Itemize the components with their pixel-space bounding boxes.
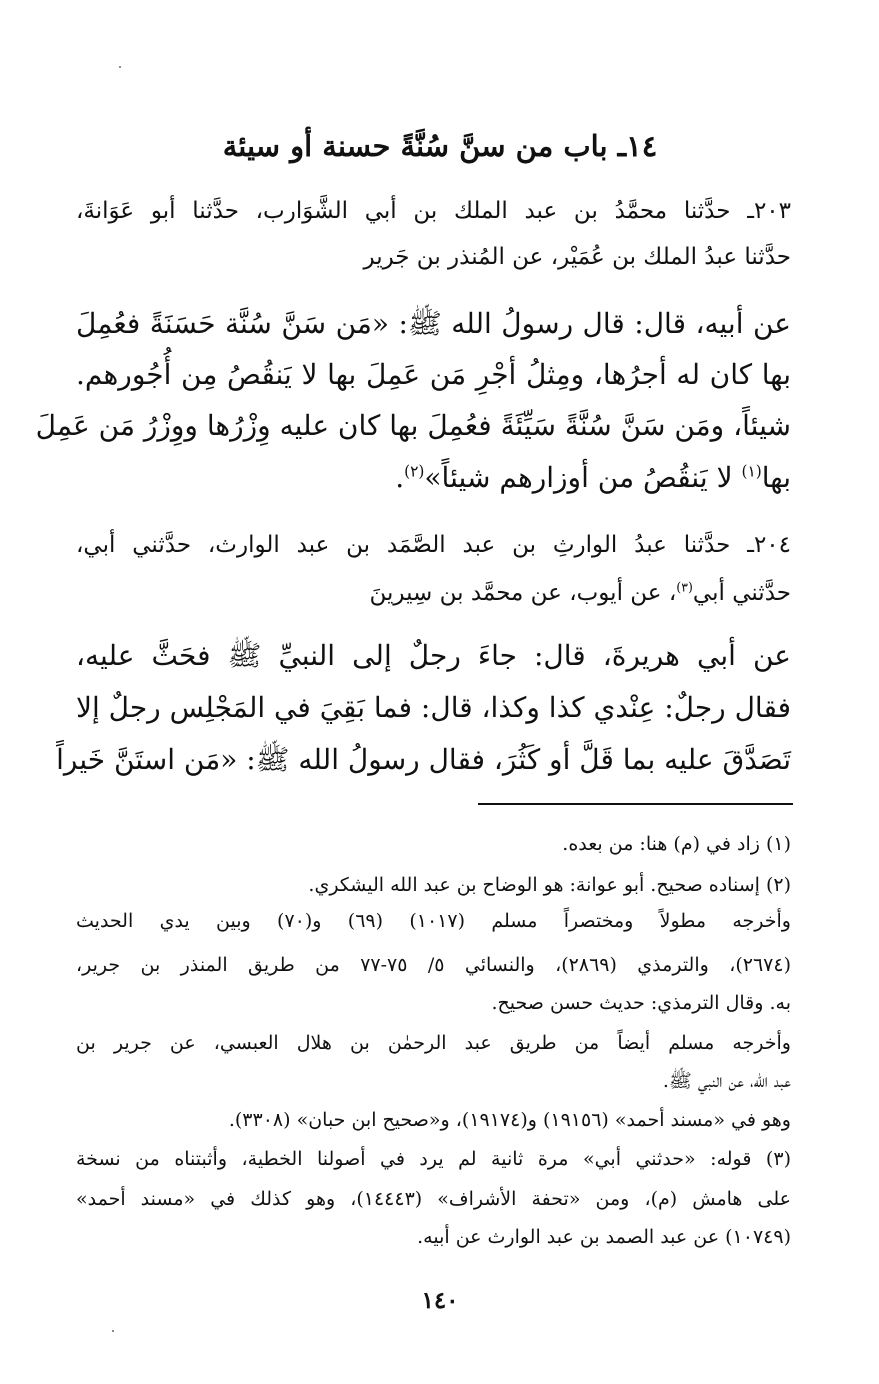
hadith-204-matn-line-2: فقال رجلٌ: عِنْدي كذا وكذا، قال: فما بَقِيَ في المَجْلِس رجلٌ إلا [76, 691, 791, 724]
hadith-203-matn-line-3: شيئاً، ومَن سَنَّ سُنَّةً سَيِّئَةً فعُمِلَ بها كان عليه وِزْرُها ووِزْرُ مَن عَمِلَ [35, 409, 791, 442]
chapter-title: ١٤ـ باب من سنَّ سُنَّةً حسنة أو سيئة [222, 129, 658, 163]
footnote-2-cont-2: (٢٦٧٤)، والترمذي (٢٨٦٩)، والنسائي ٥/ ٧٥-٧٧ من طريق المنذر بن جرير، [76, 954, 791, 976]
footnote-2-cont-3: به. وقال الترمذي: حديث حسن صحيح. [491, 992, 791, 1014]
hadith-204-isnad-line-1: ٢٠٤ـ حدَّثنا عبدُ الوارثِ بن عبد الصَّمَد بن عبد الوارث، حدَّثني أبي، [76, 532, 791, 558]
footnote-ref-3: (٣) [676, 579, 693, 595]
hadith-204-matn-line-1: عن أبي هريرةَ، قال: جاءَ رجلٌ إلى النبيِّ ﷺ فحَثَّ عليه، [76, 639, 791, 672]
page-number: ١٤٠ [421, 1287, 459, 1314]
footnote-3-cont-2: (١٠٧٤٩) عن عبد الصمد بن عبد الوارث عن أبيه. [417, 1226, 791, 1248]
footnote-2-cont-6: وهو في «مسند أحمد» (١٩١٥٦) و(١٩١٧٤)، و«صحيح ابن حبان» (٣٣٠٨). [228, 1109, 791, 1131]
matn-text: بها [761, 461, 791, 494]
footnote-ref-2: (٢) [404, 462, 425, 481]
hadith-203-matn-line-4 [76, 458, 791, 498]
hadith-203-matn-line-2: بها كان له أجرُها، ومِثلُ أجْرِ مَن عَمِلَ بها لا يَنقُصُ مِن أُجُورهم. [76, 358, 791, 391]
footnote-1: (١) زاد في (م) هنا: من بعده. [562, 833, 791, 855]
scan-speck [112, 1330, 114, 1332]
footnote-ref-1: (١) [741, 462, 762, 481]
hadith-204-isnad-line-2 [76, 576, 791, 610]
hadith-203-isnad-line-2: حدَّثنا عبدُ الملك بن عُمَيْر، عن المُنذر بن جَرير [363, 244, 791, 270]
matn-text: . [395, 461, 405, 494]
hadith-203-isnad-line-1: ٢٠٣ـ حدَّثنا محمَّدُ بن عبد الملك بن أبي الشَّوَارب، حدَّثنا أبو عَوَانةَ، [76, 198, 791, 224]
footnote-2-cont-5: عبد الله، عن النبي ﷺ. [662, 1070, 791, 1092]
footnote-separator [478, 803, 793, 805]
footnote-2-cont-1: وأخرجه مطولاً ومختصراً مسلم (١٠١٧) (٦٩) و(٧٠) وبين يدي الحديث [76, 910, 791, 932]
hadith-204-matn-line-3: تَصَدَّقَ عليه بما قَلَّ أو كَثُرَ، فقال رسولُ الله ﷺ: «مَن استَنَّ خَيراً [56, 743, 791, 776]
footnote-3: (٣) قوله: «حدثني أبي» مرة ثانية لم يرد في أصولنا الخطية، وأثبتناه من نسخة [76, 1148, 791, 1170]
footnote-3-cont-1: على هامش (م)، ومن «تحفة الأشراف» (١٤٤٤٣)، وهو كذلك في «مسند أحمد» [76, 1188, 791, 1210]
isnad-text: ، عن أيوب، عن محمَّد بن سِيرينَ [369, 580, 677, 606]
footnote-2: (٢) إسناده صحيح. أبو عوانة: هو الوضاح بن عبد الله اليشكري. [308, 874, 791, 896]
footnote-2-cont-4: وأخرجه مسلم أيضاً من طريق عبد الرحمٰن بن هلال العبسي، عن جرير بن [76, 1032, 791, 1054]
scan-speck [119, 66, 121, 68]
hadith-203-matn-line-1: عن أبيه، قال: قال رسولُ الله ﷺ: «مَن سَنَّ سُنَّة حَسَنَةً فعُمِلَ [76, 307, 791, 340]
matn-text: لا يَنقُصُ من أوزارهم شيئاً» [424, 461, 742, 494]
isnad-text: حدَّثني أبي [692, 580, 791, 606]
